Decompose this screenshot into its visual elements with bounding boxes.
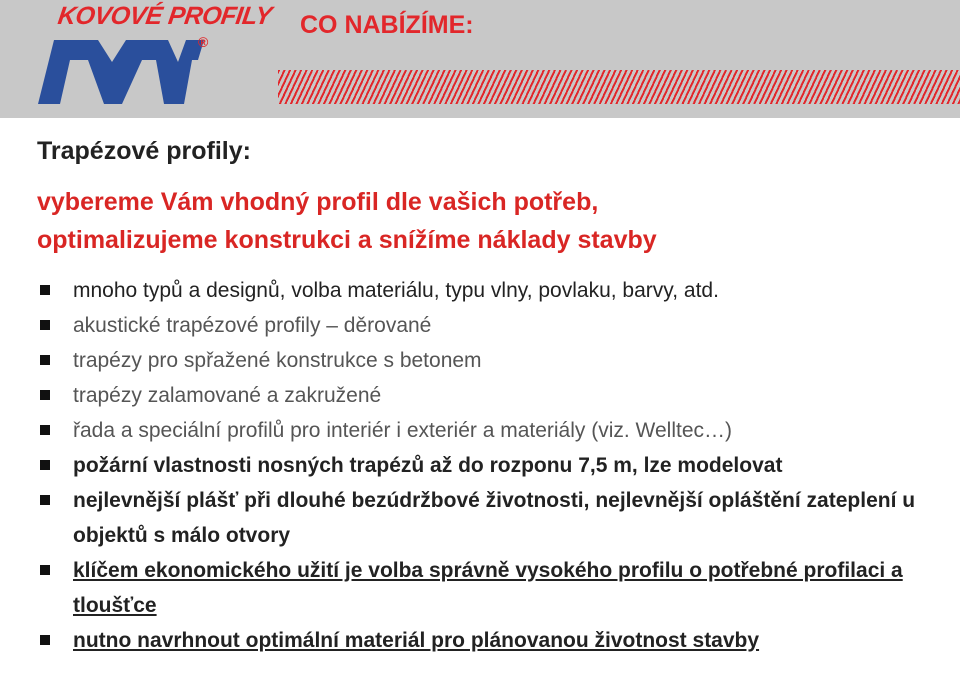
list-item-text: trapézy zalamované a zakružené bbox=[73, 384, 382, 407]
list-item-text: mnoho typů a designů, volba materiálu, typu vlny, povlaku, barvy, atd. bbox=[73, 279, 719, 302]
list-item-text: trapézy pro spřažené konstrukce s betonem bbox=[73, 349, 482, 372]
bullet-list bbox=[37, 273, 937, 658]
list-item bbox=[37, 483, 937, 553]
list-item bbox=[37, 413, 937, 448]
lead-line-1: vybereme Vám vhodný profil dle vašich potřeb, bbox=[37, 188, 599, 216]
square-bullet-icon bbox=[40, 495, 50, 505]
list-item-text: klíčem ekonomického užití je volba správně vysokého profilu o potřebné profilaci a tloušťce bbox=[73, 559, 903, 617]
square-bullet-icon bbox=[40, 635, 50, 645]
list-item-text: požární vlastnosti nosných trapézů až do rozponu 7,5 m, lze modelovat bbox=[73, 454, 783, 477]
lead-line-2: optimalizujeme konstrukci a snížíme náklady stavby bbox=[37, 226, 657, 254]
square-bullet-icon bbox=[40, 460, 50, 470]
list-item bbox=[37, 553, 937, 623]
company-logo bbox=[28, 0, 274, 112]
list-item bbox=[37, 378, 937, 413]
square-bullet-icon bbox=[40, 425, 50, 435]
header-bar bbox=[0, 0, 960, 118]
list-item bbox=[37, 273, 937, 308]
square-bullet-icon bbox=[40, 285, 50, 295]
list-item-text: nutno navrhnout optimální materiál pro plánovanou životnost stavby bbox=[73, 629, 760, 652]
list-item bbox=[37, 448, 937, 483]
list-item bbox=[37, 308, 937, 343]
lead-text bbox=[37, 183, 657, 259]
logo-text: KOVOVÉ PROFILY bbox=[56, 2, 274, 30]
list-item bbox=[37, 623, 937, 658]
list-item-text: nejlevnější plášť při dlouhé bezúdržbové životnosti, nejlevnější opláštění zateplení u objektů s málo otvory bbox=[73, 489, 916, 547]
registered-mark: ® bbox=[198, 34, 209, 50]
list-item bbox=[37, 343, 937, 378]
decorative-stripe bbox=[278, 70, 960, 104]
square-bullet-icon bbox=[40, 355, 50, 365]
list-item-text: akustické trapézové profily – děrované bbox=[73, 314, 432, 337]
section-heading: Trapézové profily: bbox=[37, 137, 251, 165]
square-bullet-icon bbox=[40, 320, 50, 330]
list-item-text: řada a speciální profilů pro interiér i exteriér a materiály (viz. Welltec…) bbox=[73, 419, 733, 442]
square-bullet-icon bbox=[40, 390, 50, 400]
header-title: CO NABÍZÍME: bbox=[300, 11, 474, 39]
square-bullet-icon bbox=[40, 565, 50, 575]
